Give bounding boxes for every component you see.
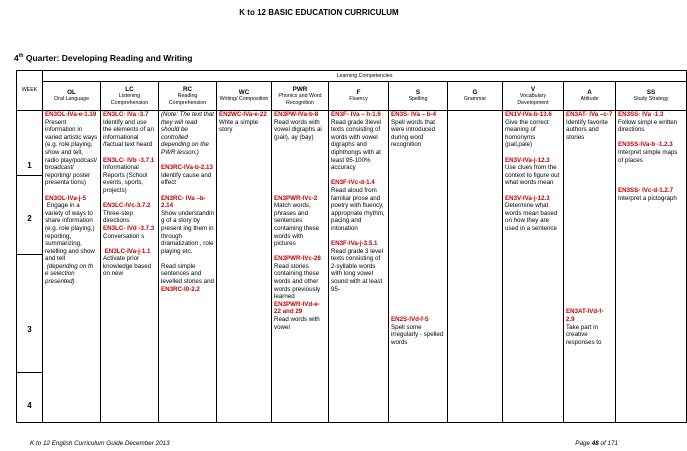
week-number: 3 — [27, 325, 32, 334]
column-header-oral-language: OL Oral Language — [43, 82, 101, 111]
column-header-listening-comprehension: LC Listening Comprehension — [101, 82, 159, 111]
week-number: 1 — [27, 161, 32, 170]
curriculum-table — [16, 70, 687, 423]
column-header-vocabulary-development: V Vocabulary Development — [503, 82, 564, 111]
column-header-spelling: S Spelling — [389, 82, 448, 111]
reading-comprehension-cell: (Note: The text that they will read should be controlled depending on the PWR lesson.) EN3RC-IVa-b-2.13 Identify cause and effect EN3RC- IVa –b-2.14 Show understandin g of a story by present ing them in through dramatization , role playing etc. Read simple sentences and levelled stories and EN3RC-I0-2.2 — [159, 111, 217, 423]
document-title: K to 12 BASIC EDUCATION CURRICULUM — [239, 8, 399, 17]
column-header-writing-composition: WC Writing/ Composition — [217, 82, 272, 111]
column-header-phonics-word-recognition: PWR Phonics and Word Recognition — [272, 82, 329, 111]
phonics-word-recognition-cell: EN3PW-IVa-b-8 Read words with vowel digraphs ai (pail), ay (bay) EN3PWR-IVc-2 Match words, phrases and sentences containing these words with pictures EN3PWR-IVc-28 Read stories containing these words and other words previously learned EN3PWR-IVd-e-22 and 29 Read words with vowel — [272, 111, 329, 423]
column-header-attitude: A Attitude — [564, 82, 616, 111]
fluency-cell: EN3F- IVa – h-1.6 Read grade 3level texts consisting of words with vowel digraphs and diphthongs with at least 95-100% accuracy EN3F-IVc-d-1.4 Read aloud from familiar prose and poetry with fluency, appropriate rhythm, pacing and intonation EN3F-IVa-j-3.5.1 Read grade 3 level texts consisting of 2-syllable words with long vowel sound with at least 95- — [329, 111, 389, 423]
column-header-grammar: G Grammar — [448, 82, 503, 111]
week-number: 2 — [27, 214, 32, 223]
grammar-cell — [448, 111, 503, 423]
footer-document-name: K to 12 English Curriculum Guide December 2013 — [30, 440, 170, 447]
writing-composition-cell: EN2WC-IVa-e-22 Write a simple story — [217, 111, 272, 423]
oral-language-cell: EN3OL-IVa-e-1.19 Present information in varied artistic ways (e.g. role playing, show and tell, radio play/podcast/ broadcast/ reporting/ poster presenta tions) EN3OL-IVa-j-5 Engage in a variety of ways to share information (e.g. role playing,) reporting, summarizing, retelling and show and tell (depending on th e selection presented) — [43, 111, 101, 423]
week-column — [17, 111, 43, 423]
column-header-reading-comprehension: RC Reading Comprehension — [159, 82, 217, 111]
study-strategy-cell: EN3SS- IVa -1.3 Follow simpl e written directions EN3SS-IVa-b -1.2.3 Interpret simple maps of places EN3SS- IVc-d-1.2.7 Interpret a pictograph — [616, 111, 687, 423]
competencies-header: Learning Competencies — [43, 71, 687, 82]
spelling-cell: EN3S- IVa – b-4 Spell words that were introduced during word recognition EN2S-IVd-f-5 Spell some irregularly - spelled words — [389, 111, 448, 423]
week-header: WEEK — [17, 71, 43, 111]
column-header-fluency: F Fluency — [329, 82, 389, 111]
listening-comprehension-cell: EN3LC- IVa -3.7 Identify and use the elements of an informational /factual text heard EN3LC- IVb -3.7.1 Informational Reports (School events, sports, projects) EN3LC-IVc-3.7.2 Three-step directions EN3LC- IVd -3.7.3 Conversation s EN3LC-IVa-j-1.1 Activate prior knowledge based on new — [101, 111, 159, 423]
footer-page-number: Page 48 of 171 — [575, 440, 618, 447]
vocabulary-development-cell: EN1V-IVa-b-13.6 Give the correct meaning of homonyms (pail,pale) EN3V-IVa-j-12.3 Use clues from the context to figure out what words mean EN3V-IVa-j-12.3 Determine what words mean based on how they are used in a sentence — [503, 111, 564, 423]
week-number: 4 — [27, 401, 32, 410]
attitude-cell: EN3AT- IVa –c-7 Identify favorite authors and stories EN3AT-IVd-f- 2.9 Take part in creative responses to — [564, 111, 616, 423]
column-header-study-strategy: SS Study Strategy — [616, 82, 687, 111]
quarter-heading: 4th Quarter: Developing Reading and Writing — [14, 53, 193, 63]
